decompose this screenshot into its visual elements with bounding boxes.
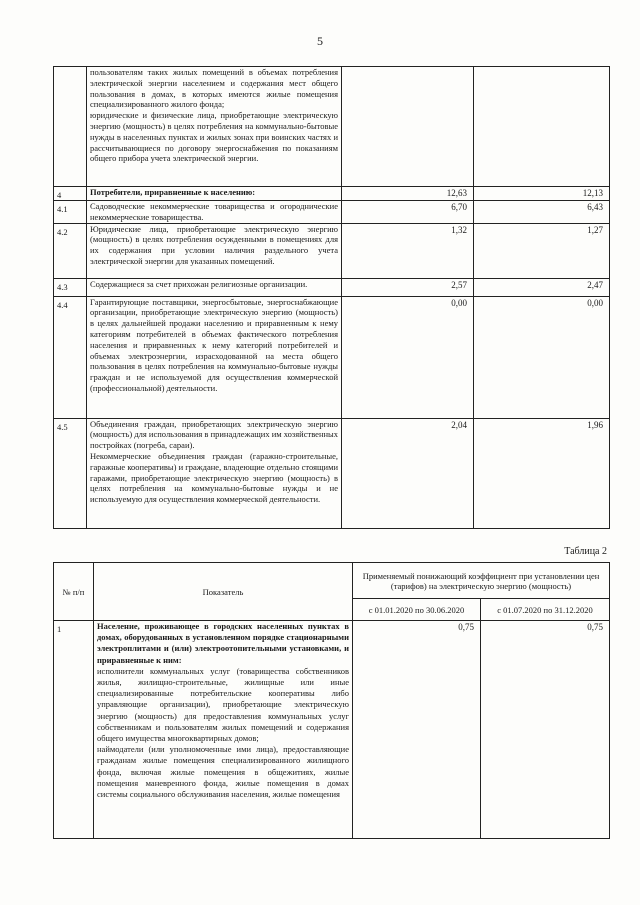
row-text: Садоводческие некоммерческие товарищества и огороднические некоммерческие товарищества.: [90, 201, 338, 222]
table-row: [54, 223, 610, 278]
table-row: [54, 278, 610, 296]
row-number: 1: [54, 621, 94, 839]
value-period-1: 6,70: [342, 201, 474, 224]
table-row: [54, 187, 610, 201]
tariff-table-2: [53, 562, 610, 839]
row-title: Население, проживающее в городских населенных пунктах в домах, оборудованных в установленном порядке стационарными электроплитами и (или) электроотопительными установками, и приравненные к ним:: [97, 621, 349, 665]
value-period-2: 0,75: [481, 621, 610, 839]
row-description: [87, 201, 342, 224]
row-number: 4.3: [54, 278, 87, 296]
row-text-2: наймодатели (или уполномоченные ими лица), предоставляющие гражданам жилые помещения специализированного жилищного фонда, включая жилые помещения в общежитиях, жилые помещения маневренного фонда, жилые помещения в домах системы социального обслуживания населения, жилые помещения: [97, 744, 349, 800]
table-row: [54, 418, 610, 528]
table-row: [54, 67, 610, 187]
page-number: 5: [317, 34, 323, 48]
value-period-1: 12,63: [342, 187, 474, 201]
table-row: [54, 621, 610, 839]
row-text: Юридические лица, приобретающие электрическую энергию (мощность) в целях потребления осужденными в помещениях для их содержания при условии наличия раздельного учета электрической энергии для указанных помещений.: [90, 223, 338, 266]
table-2-caption: Таблица 2: [564, 546, 607, 557]
row-text: Объединения граждан, приобретающих электрическую энергию (мощность) для использования в принадлежащих им хозяйственных постройках (погреба, сараи).: [90, 418, 339, 451]
row-text: юридические и физические лица, приобретающие электрическую энергию (мощность) в целях потребления на коммунально-бытовые нужды в населенных пунктах и жилых зонах при воинских частях и рассчитывающиеся по договору энергоснабжения по показаниям общего прибора учета электрической энергии.: [90, 110, 338, 164]
value-period-2: 1,96: [474, 418, 610, 528]
table-row: [54, 201, 610, 224]
row-description: [87, 67, 342, 187]
value-period-2: 2,47: [474, 278, 610, 296]
value-period-1: 2,57: [342, 278, 474, 296]
row-description: [87, 223, 342, 278]
value-period-2: 1,27: [474, 223, 610, 278]
header-period-1: с 01.01.2020 по 30.06.2020: [353, 599, 481, 621]
row-number: 4.4: [54, 296, 87, 418]
value-period-1: 2,04: [342, 418, 474, 528]
header-coefficient: Применяемый понижающий коэффициент при установлении цен (тарифов) на электрическую энергию (мощность): [353, 563, 610, 599]
row-number: 4.1: [54, 201, 87, 224]
row-number: 4.2: [54, 223, 87, 278]
row-text-1: исполнители коммунальных услуг (товарищества собственников жилья, жилищно-строительные, жилищные или иные специализированные потребительские кооперативы либо управляющие организации), приобретающие электрическую энергию (мощность) для предоставления коммунальных услуг собственникам и пользователям жилых помещений и содержания общего имущества многоквартирных домов;: [97, 665, 349, 744]
value-period-2: 0,00: [474, 296, 610, 418]
row-text: Гарантирующие поставщики, энергосбытовые, энергоснабжающие организации, приобретающие электрическую энергию (мощность) в целях дальнейшей продажи населению и приравненным к нему категориям потребителей в объемах фактического потребления населения и приравненных к нему категорий потребителей и объемах электроэнергии, израсходованной на места общего пользования в целях потребления на коммунально-бытовые нужды граждан и не используемой для осуществления коммерческой (профессиональной) деятельности.: [90, 296, 338, 393]
tariff-table-1: [53, 66, 610, 529]
value-period-2: 12,13: [474, 187, 610, 201]
value-period-2: [474, 67, 610, 187]
value-period-1: 1,32: [342, 223, 474, 278]
header-period-2: с 01.07.2020 по 31.12.2020: [481, 599, 610, 621]
value-period-1: [342, 67, 474, 187]
table-row: [54, 296, 610, 418]
row-description: [87, 418, 342, 528]
value-period-1: 0,00: [342, 296, 474, 418]
row-text: Содержащиеся за счет прихожан религиозные организации.: [90, 278, 308, 289]
header-indicator: Показатель: [94, 563, 353, 621]
row-description: [94, 621, 353, 839]
row-text: Некоммерческие объединения граждан (гаражно-строительные, гаражные кооперативы) и граждане, владеющие отдельно стоящими гаражами, приобретающие электрическую энергию (мощность) в целях потребления на коммунально-бытовые нужды и не используемую для осуществления коммерческой деятельности.: [90, 450, 338, 505]
row-description: [87, 296, 342, 418]
row-description: [87, 187, 342, 201]
row-description: [87, 278, 342, 296]
row-number: 4: [54, 187, 87, 201]
row-number: 4.5: [54, 418, 87, 528]
value-period-2: 6,43: [474, 201, 610, 224]
header-num: № п/п: [54, 563, 94, 621]
row-text: пользователям таких жилых помещений в объемах потребления электрической энергии населением и содержания мест общего пользования в домах, в которых имеются жилые помещения специализированного жилого фонда;: [90, 67, 338, 110]
row-number: [54, 67, 87, 187]
value-period-1: 0,75: [353, 621, 481, 839]
row-text: Потребители, приравненные к населению:: [90, 187, 256, 197]
